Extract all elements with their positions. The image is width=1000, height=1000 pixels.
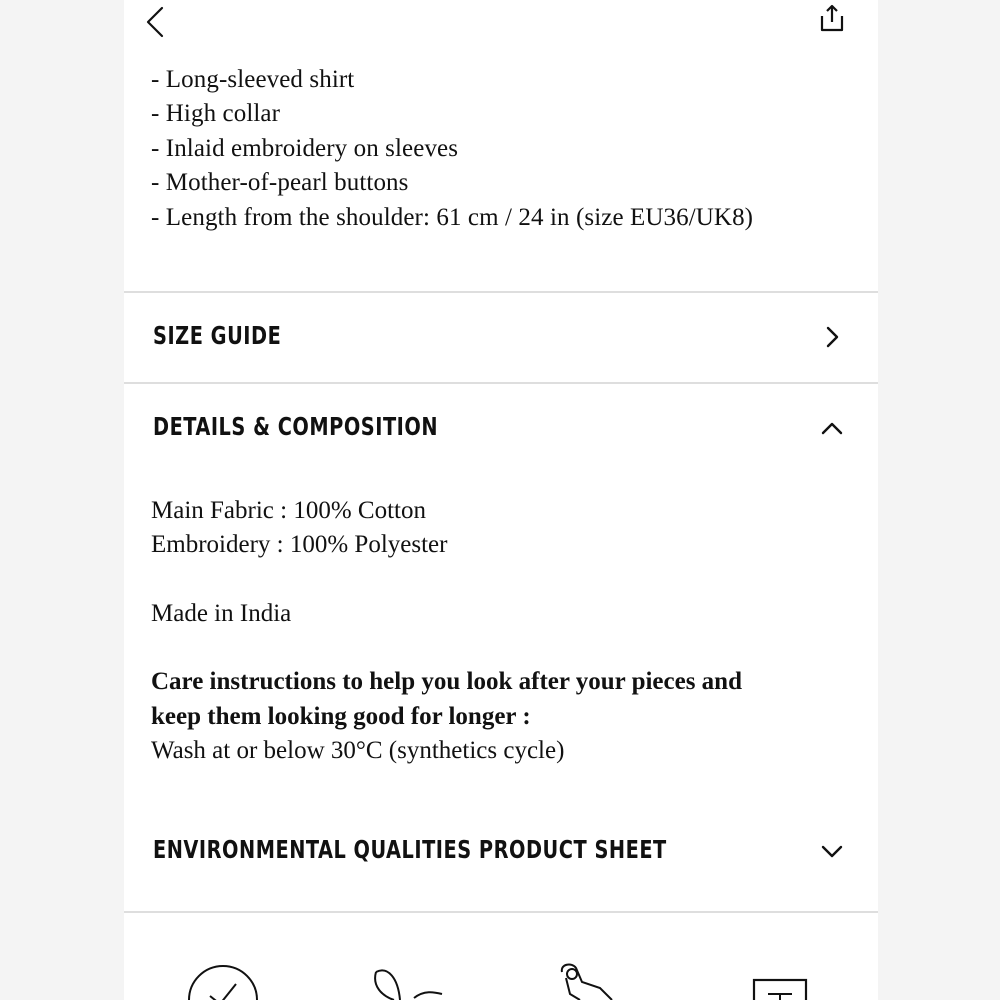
care-heading: Care instructions to help you look after your pieces and — [151, 668, 742, 696]
embroidery-text: Embroidery : 100% Polyester — [151, 531, 448, 559]
list-item: - High collar — [151, 100, 281, 128]
share-button[interactable] — [818, 4, 846, 34]
size-guide-row[interactable] — [124, 293, 878, 382]
check-circle-icon — [186, 960, 260, 1000]
main-fabric-text: Main Fabric : 100% Cotton — [151, 497, 426, 524]
leaf-icon — [368, 960, 448, 1000]
origin-text: Made in India — [151, 599, 292, 627]
list-item: - Long-sleeved shirt — [151, 66, 355, 93]
details-composition-label: DETAILS & COMPOSITION — [153, 412, 439, 441]
chevron-down-icon — [821, 840, 843, 862]
product-features-list — [151, 63, 871, 235]
back-button[interactable] — [142, 4, 168, 40]
chevron-right-icon — [821, 326, 843, 348]
list-item: - Mother-of-pearl buttons — [151, 169, 409, 197]
environmental-icons-row — [124, 960, 878, 1000]
share-icon — [818, 4, 846, 34]
environmental-qualities-label: ENVIRONMENTAL QUALITIES PRODUCT SHEET — [153, 835, 667, 864]
list-item: - Length from the shoulder: 61 cm / 24 in (size EU36/UK8) — [151, 203, 754, 231]
size-guide-label: SIZE GUIDE — [153, 321, 282, 350]
product-details-panel — [124, 0, 878, 1000]
list-item: - Inlaid embroidery on sleeves — [151, 134, 459, 162]
price-tag-icon — [556, 960, 616, 1000]
details-composition-row[interactable] — [124, 384, 878, 474]
tshirt-icon — [750, 960, 810, 1000]
care-heading: keep them looking good for longer : — [151, 702, 531, 730]
top-bar — [124, 0, 878, 50]
chevron-up-icon — [821, 418, 843, 440]
divider — [124, 911, 878, 913]
care-instructions-text: Wash at or below 30°C (synthetics cycle) — [151, 737, 565, 765]
chevron-left-icon — [142, 4, 168, 40]
environmental-qualities-row[interactable] — [124, 810, 878, 910]
details-composition-content — [151, 494, 851, 768]
